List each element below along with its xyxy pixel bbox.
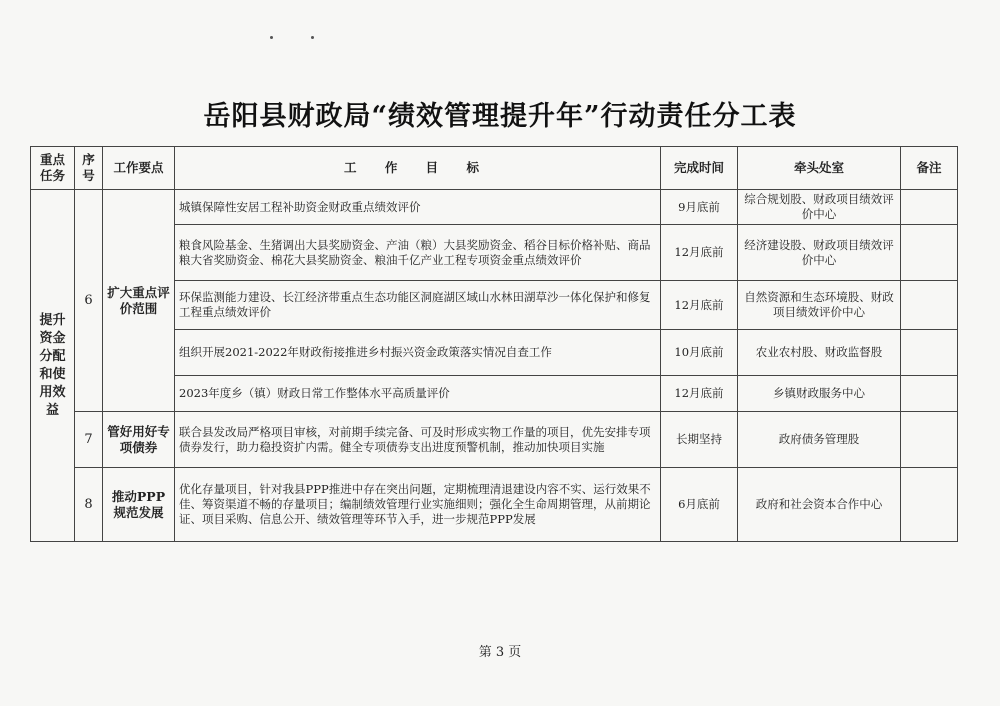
deadline-cell: 长期坚持 <box>661 412 738 468</box>
table-row <box>31 412 958 468</box>
note-cell <box>901 376 958 412</box>
deadline-cell: 9月底前 <box>661 190 738 225</box>
table-row <box>31 190 958 225</box>
note-cell <box>901 281 958 330</box>
work-point-cell: 推动PPP规范发展 <box>103 468 175 542</box>
header-dept: 牵头处室 <box>738 147 901 190</box>
note-cell <box>901 225 958 281</box>
table-row <box>31 468 958 542</box>
deadline-cell: 12月底前 <box>661 376 738 412</box>
header-deadline: 完成时间 <box>661 147 738 190</box>
dept-cell: 综合规划股、财政项目绩效评价中心 <box>738 190 901 225</box>
deadline-cell: 12月底前 <box>661 225 738 281</box>
work-point-cell: 扩大重点评价范围 <box>103 190 175 412</box>
deadline-cell: 6月底前 <box>661 468 738 542</box>
dept-cell: 政府和社会资本合作中心 <box>738 468 901 542</box>
table-header-row <box>31 147 958 190</box>
responsibility-table <box>30 146 958 542</box>
scan-speck <box>311 36 314 39</box>
dept-cell: 乡镇财政服务中心 <box>738 376 901 412</box>
key-task-cell: 提升资金分配和使用效益 <box>31 190 75 542</box>
header-goal: 工 作 目 标 <box>175 147 661 190</box>
seq-cell: 8 <box>75 468 103 542</box>
goal-cell: 粮食风险基金、生猪调出大县奖励资金、产油（粮）大县奖励资金、稻谷目标价格补贴、商品粮大省奖励资金、棉花大县奖励资金、粮油千亿产业工程专项资金重点绩效评价 <box>175 225 661 281</box>
header-task: 重点任务 <box>31 147 75 190</box>
goal-cell: 优化存量项目，针对我县PPP推进中存在突出问题，定期梳理清退建设内容不实、运行效果不佳、筹资渠道不畅的存量项目；编制绩效管理行业实施细则；强化全生命周期管理，从前期论证、项目采购、信息公开、绩效管理等环节入手，进一步规范PPP发展 <box>175 468 661 542</box>
goal-cell: 联合县发改局严格项目审核，对前期手续完备、可及时形成实物工作量的项目，优先安排专项债券发行，助力稳投资扩内需。健全专项债券支出进度预警机制，推动加快项目实施 <box>175 412 661 468</box>
goal-cell: 城镇保障性安居工程补助资金财政重点绩效评价 <box>175 190 661 225</box>
header-seq: 序号 <box>75 147 103 190</box>
page-number: 第 3 页 <box>478 645 522 660</box>
seq-cell: 6 <box>75 190 103 412</box>
deadline-cell: 12月底前 <box>661 281 738 330</box>
deadline-cell: 10月底前 <box>661 330 738 376</box>
dept-cell: 自然资源和生态环境股、财政项目绩效评价中心 <box>738 281 901 330</box>
dept-cell: 政府债务管理股 <box>738 412 901 468</box>
work-point-cell: 管好用好专项债券 <box>103 412 175 468</box>
seq-cell: 7 <box>75 412 103 468</box>
dept-cell: 经济建设股、财政项目绩效评价中心 <box>738 225 901 281</box>
goal-cell: 2023年度乡（镇）财政日常工作整体水平高质量评价 <box>175 376 661 412</box>
note-cell <box>901 330 958 376</box>
note-cell <box>901 468 958 542</box>
header-note: 备注 <box>901 147 958 190</box>
dept-cell: 农业农村股、财政监督股 <box>738 330 901 376</box>
note-cell <box>901 412 958 468</box>
page-title: 岳阳县财政局“绩效管理提升年”行动责任分工表 <box>203 101 797 132</box>
note-cell <box>901 190 958 225</box>
goal-cell: 组织开展2021-2022年财政衔接推进乡村振兴资金政策落实情况自查工作 <box>175 330 661 376</box>
goal-cell: 环保监测能力建设、长江经济带重点生态功能区洞庭湖区域山水林田湖草沙一体化保护和修复工程重点绩效评价 <box>175 281 661 330</box>
scan-speck <box>270 36 273 39</box>
header-point: 工作要点 <box>103 147 175 190</box>
